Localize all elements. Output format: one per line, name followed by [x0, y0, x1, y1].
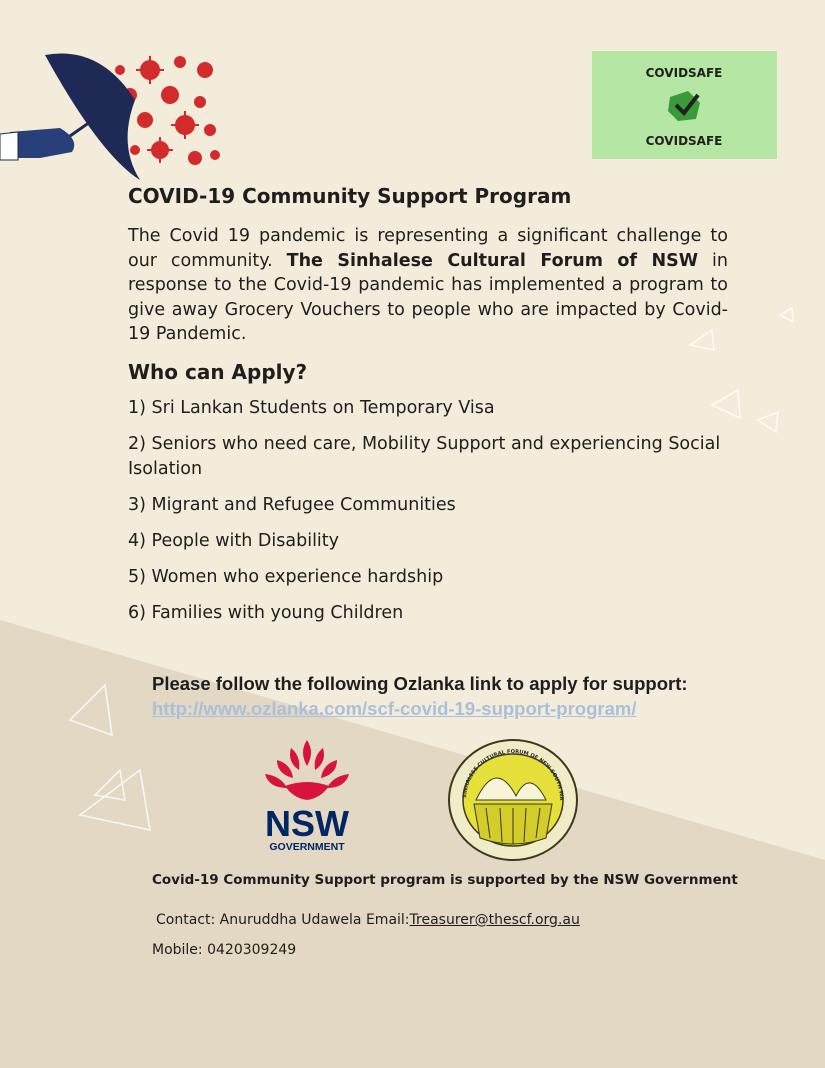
intro-text-2: in response to the Covid-19 pandemic has implemented a program to give away Grocery Vouchers to people who are impacted by Covid-19 Pandemic.: [128, 250, 728, 344]
organization-name: The Sinhalese Cultural Forum of NSW: [286, 250, 699, 271]
list-item: 6) Families with young Children: [128, 603, 404, 623]
follow-link-instruction: Please follow the following Ozlanka link to apply for support:: [152, 673, 688, 694]
list-item: 4) People with Disability: [128, 531, 340, 551]
scf-ring-text: SINHALESE CULTURAL FORUM OF NEW SOUTH WA: [462, 748, 565, 801]
covidsafe-top-text: COVIDSAFE: [645, 66, 723, 80]
nsw-government-logo: [255, 738, 360, 853]
contact-email-link[interactable]: Treasurer@thescf.org.au: [409, 912, 580, 928]
contact-line: [156, 912, 580, 928]
list-item: 3) Migrant and Refugee Communities: [128, 495, 456, 515]
list-item: 5) Women who experience hardship: [128, 567, 444, 587]
mobile-number: Mobile: 0420309249: [152, 942, 297, 958]
nsw-name: NSW: [265, 803, 349, 844]
contact-label: Contact: Anuruddha Udawela Email:: [156, 912, 410, 928]
covidsafe-bottom-text: COVIDSAFE: [645, 134, 723, 148]
page-heading: COVID-19 Community Support Program: [128, 184, 572, 208]
list-item: 2) Seniors who need care, Mobility Support and experiencing Social Isolation: [128, 434, 721, 479]
list-item: 1) Sri Lankan Students on Temporary Visa: [128, 398, 495, 418]
eligibility-list: [128, 396, 728, 637]
umbrella-virus-illustration: [0, 40, 225, 185]
nsw-government-text: GOVERNMENT: [269, 841, 345, 853]
waratah-icon: [265, 740, 349, 800]
supported-by-note: Covid-19 Community Support program is supported by the NSW Government: [152, 872, 738, 888]
covidsafe-icon: [592, 51, 777, 159]
intro-paragraph: [128, 224, 728, 347]
covidsafe-badge: [592, 51, 777, 159]
scf-logo: [446, 738, 581, 863]
intro-text-1: The Covid 19 pandemic is representing a significant challenge to our community.: [128, 226, 728, 271]
support-program-link[interactable]: http://www.ozlanka.com/scf-covid-19-support-program/: [152, 698, 637, 719]
who-can-apply-heading: Who can Apply?: [128, 360, 308, 384]
